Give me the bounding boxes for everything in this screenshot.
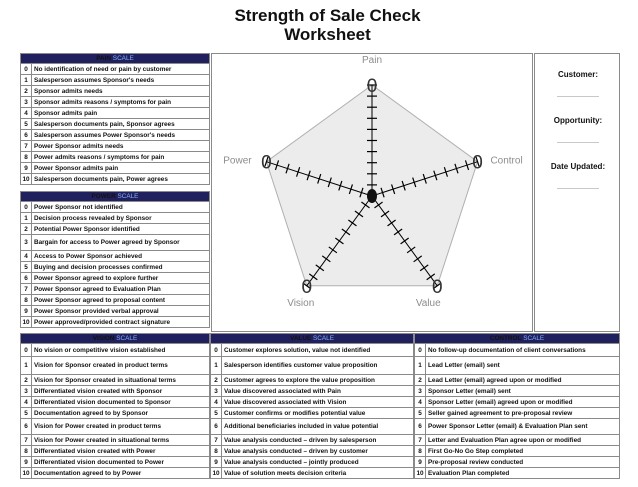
- scale-level-number: 6: [21, 273, 32, 284]
- scale-row: [21, 306, 210, 317]
- scale-header-suffix: SCALE: [521, 335, 545, 342]
- scale-level-number: 7: [21, 435, 32, 446]
- scale-level-description: Sponsor Letter (email) agreed upon or modified: [426, 397, 620, 408]
- scale-level-description: Value discovered associated with Vision: [222, 397, 414, 408]
- scale-level-number: 3: [21, 97, 32, 108]
- scale-level-description: Customer agrees to explore the value proposition: [222, 375, 414, 386]
- opportunity-field[interactable]: [557, 142, 599, 143]
- scale-level-number: 3: [415, 386, 426, 397]
- scale-row: [21, 468, 210, 479]
- scale-level-number: 2: [21, 224, 32, 235]
- scale-level-description: Decision process revealed by Sponsor: [32, 213, 210, 224]
- scale-level-number: 1: [21, 75, 32, 86]
- scale-header-suffix: SCALE: [311, 335, 334, 342]
- scale-row: [21, 397, 210, 408]
- scale-level-description: Differentiated vision created with Power: [32, 446, 210, 457]
- title-line-2: Worksheet: [284, 25, 371, 44]
- radar-axis-label-pain: Pain: [361, 55, 383, 66]
- date-updated-field[interactable]: [557, 188, 599, 189]
- radar-value-power: 0: [261, 152, 272, 174]
- scale-level-description: Power Sponsor agreed to proposal content: [32, 295, 210, 306]
- pain-scale-header-row: [21, 54, 210, 64]
- scale-level-number: 4: [21, 108, 32, 119]
- opportunity-label: Opportunity:: [553, 116, 603, 125]
- scale-row: [415, 386, 620, 397]
- scale-level-description: Value analysis conducted – driven by customer: [222, 446, 414, 457]
- scale-level-description: Bargain for access to Power agreed by Sponsor: [32, 235, 210, 251]
- scale-level-description: Letter and Evaluation Plan agree upon or modified: [426, 435, 620, 446]
- customer-field[interactable]: [557, 96, 599, 97]
- scale-level-description: Salesperson assumes Power Sponsor's needs: [32, 130, 210, 141]
- scale-level-number: 3: [21, 386, 32, 397]
- scale-row: [21, 295, 210, 306]
- scale-level-number: 2: [415, 375, 426, 386]
- scale-level-number: 6: [415, 419, 426, 435]
- scale-level-description: Potential Power Sponsor identified: [32, 224, 210, 235]
- scale-level-description: Sponsor admits pain: [32, 108, 210, 119]
- title-line-1: Strength of Sale Check: [234, 6, 421, 25]
- scale-row: [415, 468, 620, 479]
- scale-row: [21, 284, 210, 295]
- scale-row: [415, 435, 620, 446]
- scale-row: [21, 174, 210, 185]
- scale-level-number: 2: [211, 375, 222, 386]
- scale-level-number: 10: [22, 469, 30, 477]
- radar-axis-label-power: Power: [223, 155, 252, 167]
- scale-level-description: Value analysis conducted – jointly produced: [222, 457, 414, 468]
- scale-row: [211, 457, 414, 468]
- scale-level-number: 3: [211, 386, 222, 397]
- vision-scale-table: [20, 333, 210, 479]
- vision-scale-header-row: [21, 334, 210, 344]
- scale-row: [21, 97, 210, 108]
- scale-row: [211, 408, 414, 419]
- scale-row: [21, 86, 210, 97]
- opportunity-info-panel: [534, 53, 620, 332]
- value-scale-header: [211, 334, 414, 344]
- scale-level-number: 9: [211, 457, 222, 468]
- radar-value-control: 0: [472, 152, 483, 174]
- scale-level-number: 8: [21, 152, 32, 163]
- scale-row: [21, 224, 210, 235]
- scale-row: [21, 108, 210, 119]
- power-scale-header: [21, 192, 210, 202]
- scale-level-description: Access to Power Sponsor achieved: [32, 251, 210, 262]
- power-scale-table: [20, 191, 210, 328]
- scale-level-description: No identification of need or pain by customer: [32, 64, 210, 75]
- radar-value-vision: 0: [301, 276, 313, 298]
- scale-row: [21, 202, 210, 213]
- scale-row: [211, 468, 414, 479]
- scale-level-description: Salesperson documents pain, Power agrees: [32, 174, 210, 185]
- scale-level-description: Vision for Sponsor created in product terms: [32, 357, 210, 375]
- radar-axis-label-vision: Vision: [287, 297, 315, 309]
- scale-level-description: Salesperson documents pain, Sponsor agrees: [32, 119, 210, 130]
- scale-level-description: Buying and decision processes confirmed: [32, 262, 210, 273]
- scale-level-number: 7: [21, 284, 32, 295]
- scale-row: [21, 317, 210, 328]
- scale-row: [21, 152, 210, 163]
- scale-level-description: Power Sponsor Letter (email) & Evaluation Plan sent: [426, 419, 620, 435]
- radar-axis-label-control: Control: [490, 155, 523, 167]
- scale-header-suffix: SCALE: [114, 335, 138, 342]
- scale-level-description: Value analysis conducted – driven by salesperson: [222, 435, 414, 446]
- scale-row: [21, 344, 210, 357]
- scale-row: [21, 435, 210, 446]
- scale-level-number: 10: [22, 318, 30, 326]
- scale-row: [21, 375, 210, 386]
- scale-header-word: VALUE: [290, 335, 312, 342]
- scale-level-number: 4: [21, 397, 32, 408]
- scale-level-description: Power Sponsor agreed to explore further: [32, 273, 210, 284]
- scale-row: [21, 273, 210, 284]
- scale-level-number: 0: [21, 202, 32, 213]
- scale-row: [415, 408, 620, 419]
- pain-scale-table: [20, 53, 210, 185]
- scale-row: [211, 357, 414, 375]
- scale-level-description: Lead Letter (email) sent: [426, 357, 620, 375]
- scale-row: [211, 419, 414, 435]
- scale-level-number: 1: [415, 357, 426, 375]
- scale-row: [415, 375, 620, 386]
- scale-level-number: 4: [415, 397, 426, 408]
- scale-level-number: 1: [211, 357, 222, 375]
- scale-header-word: CONTROL: [489, 335, 522, 342]
- scale-level-number: 0: [415, 344, 426, 357]
- scale-level-description: Power Sponsor admits pain: [32, 163, 210, 174]
- scale-level-number: 3: [21, 235, 32, 251]
- scale-level-number: 1: [21, 213, 32, 224]
- pain-scale-header: [21, 54, 210, 64]
- control-scale-header-row: [415, 334, 620, 344]
- scale-level-number: 9: [21, 163, 32, 174]
- scale-level-description: Power Sponsor admits needs: [32, 141, 210, 152]
- scale-level-description: Lead Letter (email) agreed upon or modified: [426, 375, 620, 386]
- scale-level-number: 0: [21, 344, 32, 357]
- scale-level-number: 5: [21, 119, 32, 130]
- scale-header-suffix: SCALE: [111, 55, 134, 62]
- scale-row: [21, 213, 210, 224]
- scale-level-number: 8: [21, 446, 32, 457]
- scale-level-description: Sponsor admits reasons / symptoms for pain: [32, 97, 210, 108]
- scale-level-description: No follow-up documentation of client conversations: [426, 344, 620, 357]
- control-scale-table: [414, 333, 620, 479]
- scale-row: [21, 119, 210, 130]
- scale-level-description: Power approved/provided contract signature: [32, 317, 210, 328]
- scale-level-number: 8: [415, 446, 426, 457]
- scale-row: [21, 446, 210, 457]
- scale-row: [21, 386, 210, 397]
- scale-level-description: Sponsor admits needs: [32, 86, 210, 97]
- scale-level-description: Salesperson identifies customer value proposition: [222, 357, 414, 375]
- scale-row: [211, 435, 414, 446]
- scale-level-description: First Go-No Go Step completed: [426, 446, 620, 457]
- scale-level-number: 2: [21, 375, 32, 386]
- value-scale-table: [210, 333, 414, 479]
- scale-level-number: 6: [211, 419, 222, 435]
- scale-row: [211, 397, 414, 408]
- customer-label: Customer:: [557, 70, 598, 79]
- scale-level-number: 0: [21, 64, 32, 75]
- scale-header-suffix: SCALE: [115, 193, 139, 200]
- scale-level-description: Vision for Power created in situational terms: [32, 435, 210, 446]
- scale-row: [415, 419, 620, 435]
- scale-level-number: 10: [212, 469, 220, 477]
- scale-row: [21, 130, 210, 141]
- scale-level-description: Value discovered associated with Pain: [222, 386, 414, 397]
- scale-row: [415, 397, 620, 408]
- scale-row: [21, 141, 210, 152]
- scale-level-number: 7: [211, 435, 222, 446]
- radar-value-pain: 0: [366, 76, 378, 97]
- page-title: [205, 6, 450, 44]
- scale-level-number: 5: [211, 408, 222, 419]
- scale-level-number: 8: [21, 295, 32, 306]
- scale-level-description: Power Sponsor not identified: [32, 202, 210, 213]
- scale-row: [21, 457, 210, 468]
- scale-level-number: 4: [21, 251, 32, 262]
- vision-scale-header: [21, 334, 210, 344]
- scale-level-description: Differentiated vision documented to Power: [32, 457, 210, 468]
- scale-level-number: 6: [21, 419, 32, 435]
- scale-row: [415, 446, 620, 457]
- date-updated-label: Date Updated:: [550, 162, 606, 171]
- scale-row: [21, 262, 210, 273]
- scale-row: [21, 251, 210, 262]
- scale-level-description: Vision for Power created in product terms: [32, 419, 210, 435]
- radar-axis-label-value: Value: [415, 297, 441, 309]
- scale-level-description: Pre-proposal review conducted: [426, 457, 620, 468]
- scale-header-word: VISION: [92, 335, 115, 342]
- scale-level-number: 10: [22, 175, 30, 183]
- scale-row: [211, 446, 414, 457]
- scale-level-description: Power admits reasons / symptoms for pain: [32, 152, 210, 163]
- scale-row: [21, 64, 210, 75]
- scale-row: [211, 386, 414, 397]
- scale-level-description: Evaluation Plan completed: [426, 468, 620, 479]
- scale-level-description: Differentiated vision created with Sponsor: [32, 386, 210, 397]
- scale-row: [21, 75, 210, 86]
- scale-level-number: 9: [21, 457, 32, 468]
- scale-row: [415, 357, 620, 375]
- scale-row: [21, 163, 210, 174]
- radar-value-value: 0: [431, 276, 443, 298]
- scale-level-number: 5: [21, 262, 32, 273]
- control-scale-header: [415, 334, 620, 344]
- scale-level-description: Documentation agreed to by Power: [32, 468, 210, 479]
- scale-level-description: Documentation agreed to by Sponsor: [32, 408, 210, 419]
- strength-radar-chart: [211, 53, 533, 332]
- scale-level-number: 5: [21, 408, 32, 419]
- scale-level-description: Value of solution meets decision criteria: [222, 468, 414, 479]
- scale-level-number: 1: [21, 357, 32, 375]
- scale-row: [211, 375, 414, 386]
- scale-header-word: PAIN: [96, 55, 112, 62]
- scale-level-number: 5: [415, 408, 426, 419]
- scale-row: [211, 344, 414, 357]
- scale-level-description: Vision for Sponsor created in situational terms: [32, 375, 210, 386]
- scale-row: [21, 357, 210, 375]
- scale-row: [415, 344, 620, 357]
- value-scale-header-row: [211, 334, 414, 344]
- scale-level-number: 7: [415, 435, 426, 446]
- scale-level-number: 7: [21, 141, 32, 152]
- scale-level-description: Sponsor Letter (email) sent: [426, 386, 620, 397]
- scale-level-description: Additional beneficiaries included in value potential: [222, 419, 414, 435]
- scale-row: [21, 419, 210, 435]
- scale-level-number: 2: [21, 86, 32, 97]
- scale-level-description: Differentiated vision documented to Sponsor: [32, 397, 210, 408]
- scale-level-description: Customer explores solution, value not identified: [222, 344, 414, 357]
- scale-row: [21, 235, 210, 251]
- scale-level-number: 9: [21, 306, 32, 317]
- scale-header-word: POWER: [91, 193, 116, 200]
- radar-center-point: [367, 189, 377, 203]
- scale-row: [415, 457, 620, 468]
- scale-level-description: Power Sponsor agreed to Evaluation Plan: [32, 284, 210, 295]
- scale-level-number: 10: [416, 469, 424, 477]
- power-scale-header-row: [21, 192, 210, 202]
- scale-level-description: Salesperson assumes Sponsor's needs: [32, 75, 210, 86]
- scale-level-number: 0: [211, 344, 222, 357]
- scale-level-description: No vision or competitive vision established: [32, 344, 210, 357]
- scale-level-description: Seller gained agreement to pre-proposal review: [426, 408, 620, 419]
- scale-level-description: Customer confirms or modifies potential value: [222, 408, 414, 419]
- scale-level-number: 8: [211, 446, 222, 457]
- scale-level-number: 9: [415, 457, 426, 468]
- scale-level-number: 4: [211, 397, 222, 408]
- scale-level-number: 6: [21, 130, 32, 141]
- scale-row: [21, 408, 210, 419]
- scale-level-description: Power Sponsor provided verbal approval: [32, 306, 210, 317]
